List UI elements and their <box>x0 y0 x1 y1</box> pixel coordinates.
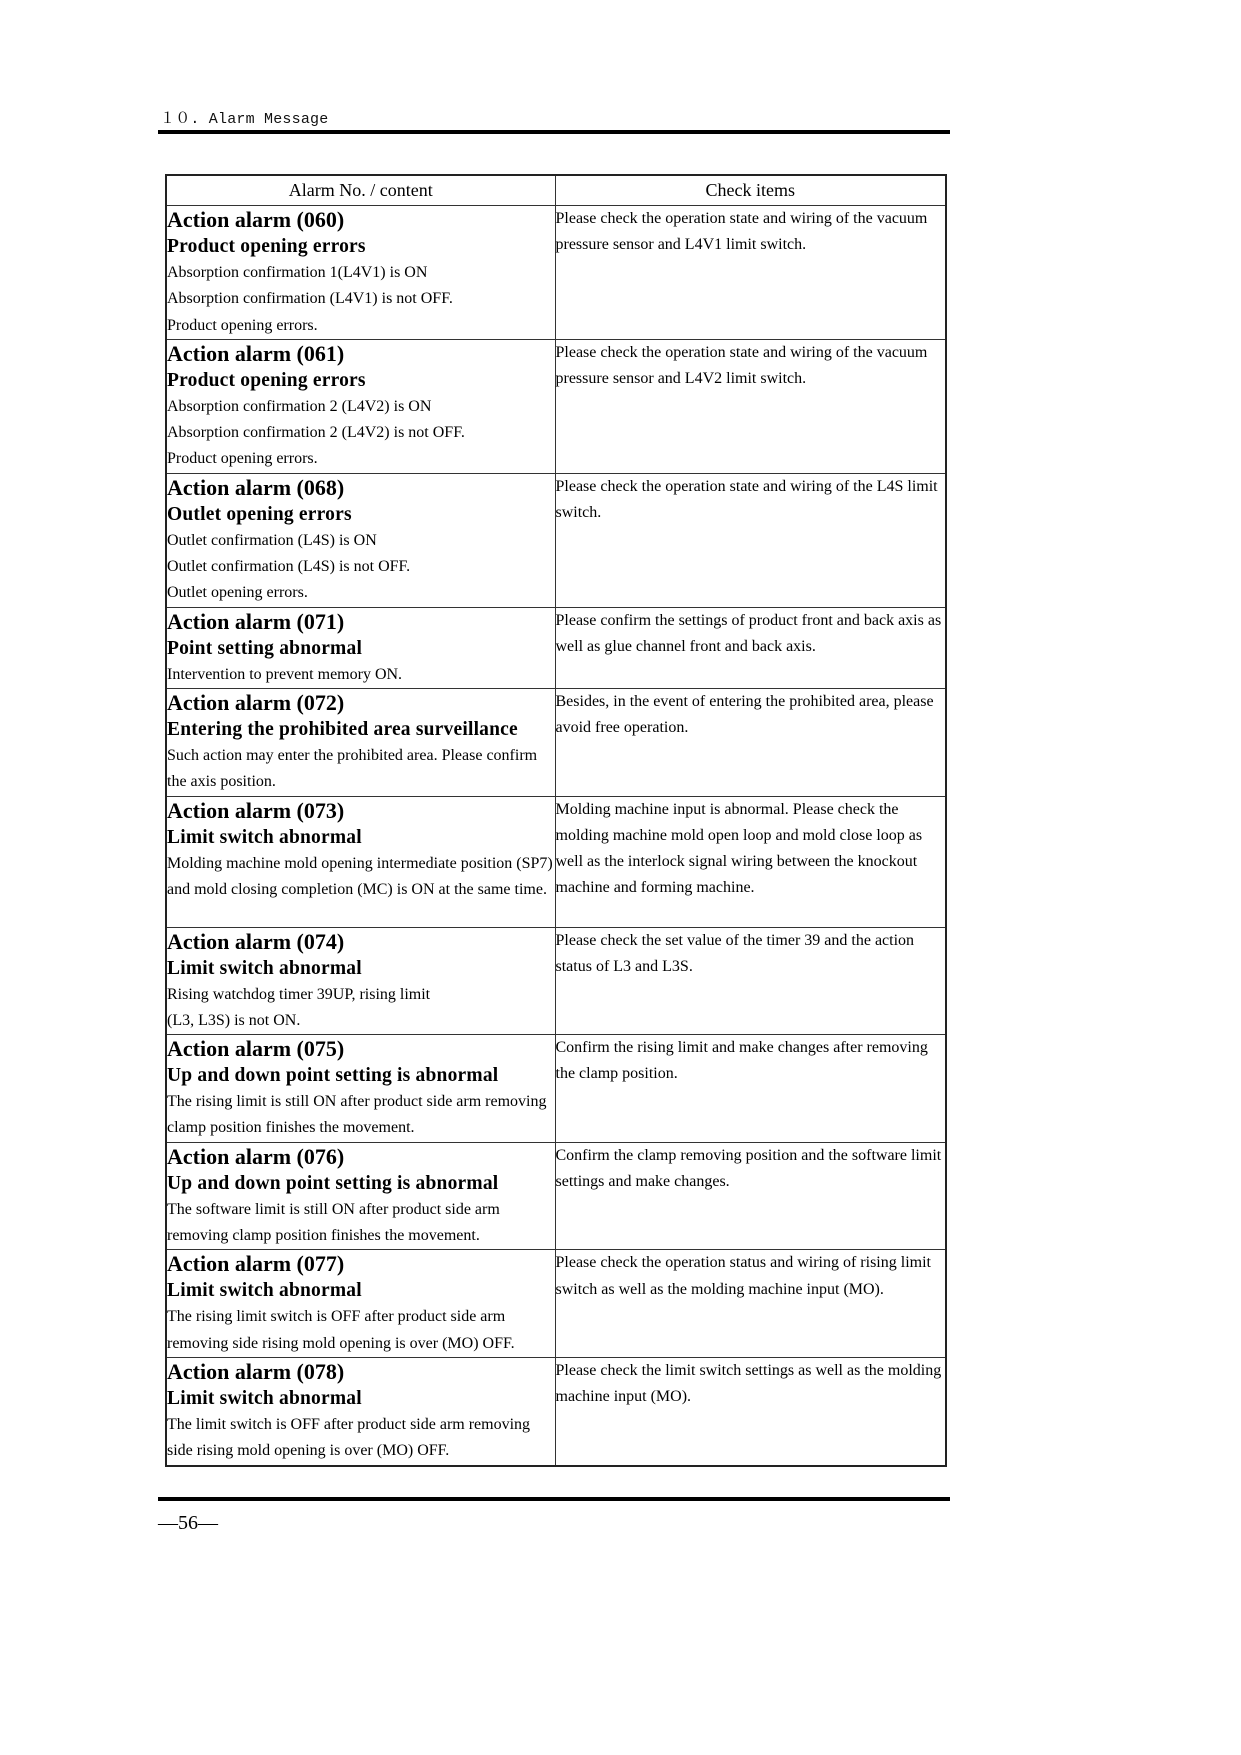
alarm-table <box>165 174 947 1467</box>
alarm-description: Outlet confirmation (L4S) is ON Outlet confirmation (L4S) is not OFF. Outlet opening errors. <box>167 531 411 602</box>
check-cell <box>555 1250 946 1358</box>
check-cell <box>555 1142 946 1250</box>
check-items-text: Confirm the clamp removing position and the software limit settings and make changes. <box>555 1146 942 1191</box>
alarm-number: Action alarm (076) <box>167 1143 345 1169</box>
alarm-name: Outlet opening errors <box>167 503 352 525</box>
alarm-number: Action alarm (072) <box>167 689 345 715</box>
alarm-cell <box>166 1142 555 1250</box>
alarm-number: Action alarm (078) <box>167 1358 345 1384</box>
alarm-name: Up and down point setting is abnormal <box>167 1065 499 1087</box>
alarm-cell <box>166 796 555 927</box>
check-items-text: Please check the operation state and wiring of the vacuum pressure sensor and L4V1 limit switch. <box>555 210 928 254</box>
alarm-name: Limit switch abnormal <box>167 1280 362 1302</box>
check-items-text: Please check the set value of the timer 39 and the action status of L3 and L3S. <box>555 931 915 975</box>
alarm-name: Point setting abnormal <box>167 637 363 659</box>
alarm-cell <box>166 927 555 1035</box>
check-items-text: Please check the limit switch settings as well as the molding machine input (MO). <box>555 1361 942 1406</box>
footer-rule <box>158 1497 950 1501</box>
alarm-name: Up and down point setting is abnormal <box>167 1172 499 1194</box>
check-items-text: Confirm the rising limit and make changes after removing the clamp position. <box>555 1039 928 1083</box>
alarm-description: The software limit is still ON after product side arm removing clamp position finishes the movement. <box>167 1200 500 1245</box>
section-header: １０. Alarm Message <box>160 111 329 128</box>
table-row <box>166 688 946 796</box>
table-row <box>166 1142 946 1250</box>
alarm-number: Action alarm (060) <box>167 207 345 232</box>
table-row <box>166 473 946 607</box>
table-row <box>166 206 946 340</box>
table-row <box>166 1357 946 1465</box>
alarm-number: Action alarm (075) <box>167 1036 345 1062</box>
column-header-check: Check items <box>555 175 946 206</box>
check-cell <box>555 473 946 607</box>
table-row <box>166 927 946 1035</box>
check-cell <box>555 607 946 688</box>
alarm-cell <box>166 339 555 473</box>
alarm-number: Action alarm (071) <box>167 608 345 634</box>
alarm-description: Such action may enter the prohibited area. Please confirm the axis position. <box>167 746 538 791</box>
alarm-name: Limit switch abnormal <box>167 1387 362 1409</box>
check-items-text: Please confirm the settings of product front and back axis as well as glue channel front and back axis. <box>555 611 942 655</box>
table-row <box>166 796 946 927</box>
table-row <box>166 1250 946 1358</box>
alarm-cell <box>166 473 555 607</box>
check-cell <box>555 339 946 473</box>
check-items-text: Please check the operation status and wiring of rising limit switch as well as the molding machine input (MO). <box>555 1254 931 1298</box>
check-cell <box>555 1357 946 1465</box>
alarm-description: Absorption confirmation 1(L4V1) is ON Absorption confirmation (L4V1) is not OFF. Product opening errors. <box>167 264 453 334</box>
check-cell <box>555 688 946 796</box>
alarm-cell <box>166 1250 555 1358</box>
table-row <box>166 1035 946 1143</box>
alarm-description: Absorption confirmation 2 (L4V2) is ON Absorption confirmation 2 (L4V2) is not OFF. Product opening errors. <box>167 397 465 468</box>
check-items-text: Molding machine input is abnormal. Please check the molding machine mold open loop and mold close loop as well as the interlock signal wiring between the knockout machine and forming machine. <box>555 800 923 897</box>
page-number: —56— <box>158 1512 218 1534</box>
alarm-name: Limit switch abnormal <box>167 826 362 848</box>
alarm-description: Molding machine mold opening intermediate position (SP7) and mold closing completion (MC) is ON at the same time. <box>167 854 553 898</box>
check-cell <box>555 1035 946 1143</box>
check-items-text: Please check the operation state and wiring of the L4S limit switch. <box>555 477 938 522</box>
alarm-number: Action alarm (077) <box>167 1251 345 1277</box>
alarm-description: Rising watchdog timer 39UP, rising limit (L3, L3S) is not ON. <box>167 985 431 1029</box>
alarm-number: Action alarm (073) <box>167 797 345 823</box>
alarm-number: Action alarm (061) <box>167 340 345 366</box>
alarm-cell <box>166 206 555 340</box>
check-cell <box>555 206 946 340</box>
alarm-number: Action alarm (074) <box>167 928 345 954</box>
table-row <box>166 607 946 688</box>
alarm-cell <box>166 1035 555 1143</box>
check-items-text: Besides, in the event of entering the prohibited area, please avoid free operation. <box>555 692 934 737</box>
alarm-name: Entering the prohibited area surveillance <box>167 718 518 740</box>
check-items-text: Please check the operation state and wiring of the vacuum pressure sensor and L4V2 limit switch. <box>555 343 928 388</box>
alarm-description: The rising limit is still ON after product side arm removing clamp position finishes the movement. <box>167 1093 547 1137</box>
alarm-cell <box>166 688 555 796</box>
table-row <box>166 339 946 473</box>
table-header-row <box>166 175 946 206</box>
column-header-alarm: Alarm No. / content <box>166 175 555 206</box>
alarm-description: The limit switch is OFF after product side arm removing side rising mold opening is over (MO) OFF. <box>167 1415 531 1460</box>
check-cell <box>555 927 946 1035</box>
alarm-name: Limit switch abnormal <box>167 957 362 979</box>
alarm-name: Product opening errors <box>167 236 366 257</box>
alarm-cell <box>166 607 555 688</box>
alarm-name: Product opening errors <box>167 369 366 391</box>
alarm-cell <box>166 1357 555 1465</box>
alarm-number: Action alarm (068) <box>167 474 345 500</box>
alarm-description: Intervention to prevent memory ON. <box>167 665 403 683</box>
check-cell <box>555 796 946 927</box>
header-rule <box>158 130 950 134</box>
alarm-description: The rising limit switch is OFF after product side arm removing side rising mold opening is over (MO) OFF. <box>167 1308 515 1352</box>
